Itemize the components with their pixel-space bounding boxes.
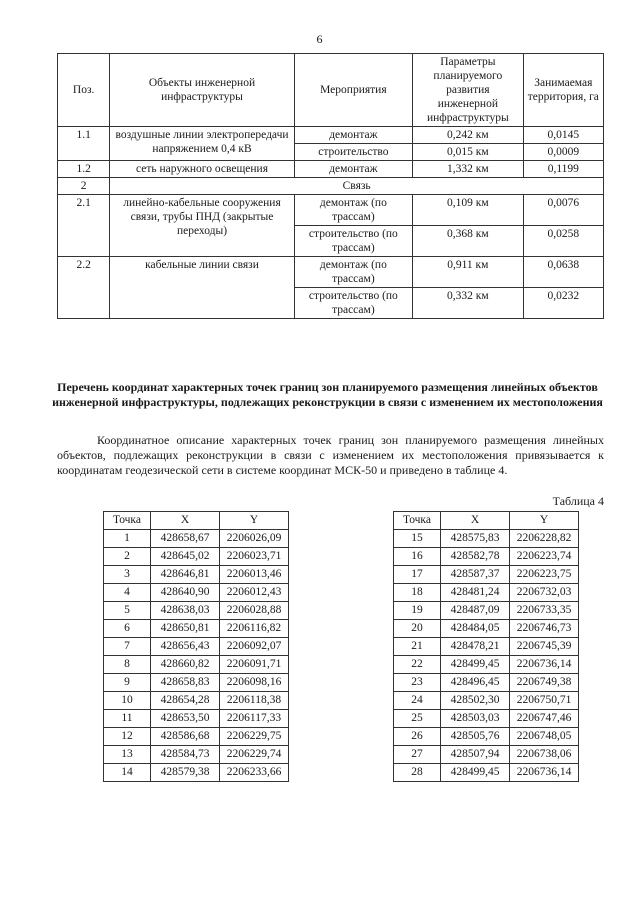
coord-row — [394, 566, 579, 584]
header-objects: Объекты инженерной инфраструктуры — [110, 54, 294, 127]
point-number: 14 — [104, 764, 151, 782]
coord-row — [104, 530, 289, 548]
coord-row — [104, 656, 289, 674]
y-value: 2206736,14 — [510, 764, 579, 782]
y-value: 2206012,43 — [220, 584, 289, 602]
y-value: 2206013,46 — [220, 566, 289, 584]
coord-header-row — [104, 512, 289, 530]
row-action: строительство (по трассам) — [294, 288, 412, 319]
coord-row — [104, 692, 289, 710]
y-value: 2206026,09 — [220, 530, 289, 548]
coordinates-table-left — [103, 511, 289, 782]
header-point: Точка — [394, 512, 441, 530]
point-number: 20 — [394, 620, 441, 638]
row-area: 0,0009 — [523, 144, 603, 161]
point-number: 19 — [394, 602, 441, 620]
coord-row — [394, 764, 579, 782]
row-object: кабельные линии связи — [110, 257, 294, 319]
row-param: 0,242 км — [413, 127, 524, 144]
x-value: 428645,02 — [151, 548, 220, 566]
x-value: 428658,67 — [151, 530, 220, 548]
row-action: строительство (по трассам) — [294, 226, 412, 257]
row-area: 0,1199 — [523, 161, 603, 178]
y-value: 2206117,33 — [220, 710, 289, 728]
y-value: 2206229,74 — [220, 746, 289, 764]
x-value: 428638,03 — [151, 602, 220, 620]
row-action: демонтаж — [294, 161, 412, 178]
point-number: 12 — [104, 728, 151, 746]
y-value: 2206228,82 — [510, 530, 579, 548]
row-pos: 1.1 — [58, 127, 110, 161]
point-number: 21 — [394, 638, 441, 656]
coord-row — [104, 602, 289, 620]
header-point: Точка — [104, 512, 151, 530]
x-value: 428582,78 — [441, 548, 510, 566]
coord-row — [394, 692, 579, 710]
coordinates-table-right — [393, 511, 579, 782]
table-row — [58, 161, 604, 178]
row-param: 0,015 км — [413, 144, 524, 161]
coord-row — [104, 710, 289, 728]
page-number: 6 — [316, 32, 323, 46]
point-number: 2 — [104, 548, 151, 566]
coord-row — [104, 728, 289, 746]
y-value: 2206750,71 — [510, 692, 579, 710]
point-number: 22 — [394, 656, 441, 674]
coord-row — [104, 764, 289, 782]
point-number: 25 — [394, 710, 441, 728]
section-heading: Перечень координат характерных точек границ зон планируемого размещения линейных объектов инженерной инфраструктуры, подлежащих реконструкции в связи с изменением их местоположения — [52, 380, 603, 409]
coord-row — [394, 584, 579, 602]
x-value: 428505,76 — [441, 728, 510, 746]
header-x: X — [151, 512, 220, 530]
coord-row — [104, 548, 289, 566]
x-value: 428575,83 — [441, 530, 510, 548]
row-param: 0,332 км — [413, 288, 524, 319]
row-param: 0,911 км — [413, 257, 524, 288]
table-row — [58, 127, 604, 144]
row-action: демонтаж — [294, 127, 412, 144]
header-y: Y — [510, 512, 579, 530]
point-number: 6 — [104, 620, 151, 638]
x-value: 428660,82 — [151, 656, 220, 674]
y-value: 2206233,66 — [220, 764, 289, 782]
y-value: 2206023,71 — [220, 548, 289, 566]
point-number: 23 — [394, 674, 441, 692]
section-row — [58, 178, 604, 195]
x-value: 428646,81 — [151, 566, 220, 584]
y-value: 2206091,71 — [220, 656, 289, 674]
row-object: сеть наружного освещения — [110, 161, 294, 178]
table-row — [58, 195, 604, 226]
x-value: 428579,38 — [151, 764, 220, 782]
coord-row — [394, 728, 579, 746]
x-value: 428507,94 — [441, 746, 510, 764]
row-area: 0,0232 — [523, 288, 603, 319]
x-value: 428502,30 — [441, 692, 510, 710]
paragraph-text: Координатное описание характерных точек границ зон планируемого размещения линейных объектов, подлежащих реконструкции в связи с изменением их местоположения привязывается к координатам геодезической сети в системе координат МСК-50 и приведено в таблице 4. — [57, 433, 604, 477]
y-value: 2206223,74 — [510, 548, 579, 566]
point-number: 8 — [104, 656, 151, 674]
coord-row — [394, 674, 579, 692]
row-object: линейно-кабельные сооружения связи, трубы ПНД (закрытые переходы) — [110, 195, 294, 257]
point-number: 7 — [104, 638, 151, 656]
y-value: 2206116,82 — [220, 620, 289, 638]
point-number: 27 — [394, 746, 441, 764]
y-value: 2206745,39 — [510, 638, 579, 656]
point-number: 13 — [104, 746, 151, 764]
coord-row — [104, 674, 289, 692]
x-value: 428584,73 — [151, 746, 220, 764]
x-value: 428499,45 — [441, 656, 510, 674]
x-value: 428658,83 — [151, 674, 220, 692]
row-param: 1,332 км — [413, 161, 524, 178]
x-value: 428653,50 — [151, 710, 220, 728]
x-value: 428587,37 — [441, 566, 510, 584]
coord-row — [104, 584, 289, 602]
coord-row — [104, 746, 289, 764]
x-value: 428484,05 — [441, 620, 510, 638]
coord-row — [394, 746, 579, 764]
row-param: 0,109 км — [413, 195, 524, 226]
row-area: 0,0076 — [523, 195, 603, 226]
y-value: 2206733,35 — [510, 602, 579, 620]
y-value: 2206223,75 — [510, 566, 579, 584]
header-params: Параметры планируемого развития инженерной инфраструктуры — [413, 54, 524, 127]
row-area: 0,0258 — [523, 226, 603, 257]
section-title: Связь — [110, 178, 604, 195]
x-value: 428640,90 — [151, 584, 220, 602]
y-value: 2206748,05 — [510, 728, 579, 746]
y-value: 2206229,75 — [220, 728, 289, 746]
y-value: 2206747,46 — [510, 710, 579, 728]
coord-row — [394, 530, 579, 548]
x-value: 428481,24 — [441, 584, 510, 602]
x-value: 428654,28 — [151, 692, 220, 710]
x-value: 428650,81 — [151, 620, 220, 638]
point-number: 3 — [104, 566, 151, 584]
point-number: 28 — [394, 764, 441, 782]
point-number: 11 — [104, 710, 151, 728]
point-number: 5 — [104, 602, 151, 620]
point-number: 10 — [104, 692, 151, 710]
row-pos: 2.2 — [58, 257, 110, 319]
coord-row — [394, 620, 579, 638]
y-value: 2206738,06 — [510, 746, 579, 764]
row-area: 0,0145 — [523, 127, 603, 144]
x-value: 428656,43 — [151, 638, 220, 656]
point-number: 24 — [394, 692, 441, 710]
point-number: 9 — [104, 674, 151, 692]
x-value: 428487,09 — [441, 602, 510, 620]
coord-row — [394, 710, 579, 728]
point-number: 26 — [394, 728, 441, 746]
y-value: 2206746,73 — [510, 620, 579, 638]
coord-row — [104, 566, 289, 584]
table-caption: Таблица 4 — [552, 494, 604, 508]
y-value: 2206736,14 — [510, 656, 579, 674]
y-value: 2206028,88 — [220, 602, 289, 620]
row-param: 0,368 км — [413, 226, 524, 257]
y-value: 2206092,07 — [220, 638, 289, 656]
infrastructure-table — [57, 53, 604, 319]
x-value: 428503,03 — [441, 710, 510, 728]
section-pos: 2 — [58, 178, 110, 195]
header-x: X — [441, 512, 510, 530]
row-action: демонтаж (по трассам) — [294, 257, 412, 288]
row-object: воздушные линии электропередачи напряжением 0,4 кВ — [110, 127, 294, 161]
row-area: 0,0638 — [523, 257, 603, 288]
point-number: 17 — [394, 566, 441, 584]
table-header-row — [58, 54, 604, 127]
x-value: 428586,68 — [151, 728, 220, 746]
header-pos: Поз. — [58, 54, 110, 127]
y-value: 2206732,03 — [510, 584, 579, 602]
coord-row — [394, 602, 579, 620]
x-value: 428478,21 — [441, 638, 510, 656]
header-y: Y — [220, 512, 289, 530]
point-number: 16 — [394, 548, 441, 566]
coord-header-row — [394, 512, 579, 530]
coord-row — [394, 656, 579, 674]
x-value: 428499,45 — [441, 764, 510, 782]
point-number: 1 — [104, 530, 151, 548]
point-number: 18 — [394, 584, 441, 602]
point-number: 15 — [394, 530, 441, 548]
row-action: демонтаж (по трассам) — [294, 195, 412, 226]
point-number: 4 — [104, 584, 151, 602]
table-row — [58, 257, 604, 288]
y-value: 2206118,38 — [220, 692, 289, 710]
coord-row — [104, 620, 289, 638]
y-value: 2206098,16 — [220, 674, 289, 692]
x-value: 428496,45 — [441, 674, 510, 692]
coord-row — [394, 638, 579, 656]
coord-row — [394, 548, 579, 566]
y-value: 2206749,38 — [510, 674, 579, 692]
coord-row — [104, 638, 289, 656]
header-actions: Мероприятия — [294, 54, 412, 127]
header-area: Занимаемая территория, га — [523, 54, 603, 127]
row-pos: 1.2 — [58, 161, 110, 178]
row-action: строительство — [294, 144, 412, 161]
description-paragraph — [57, 433, 604, 478]
row-pos: 2.1 — [58, 195, 110, 257]
